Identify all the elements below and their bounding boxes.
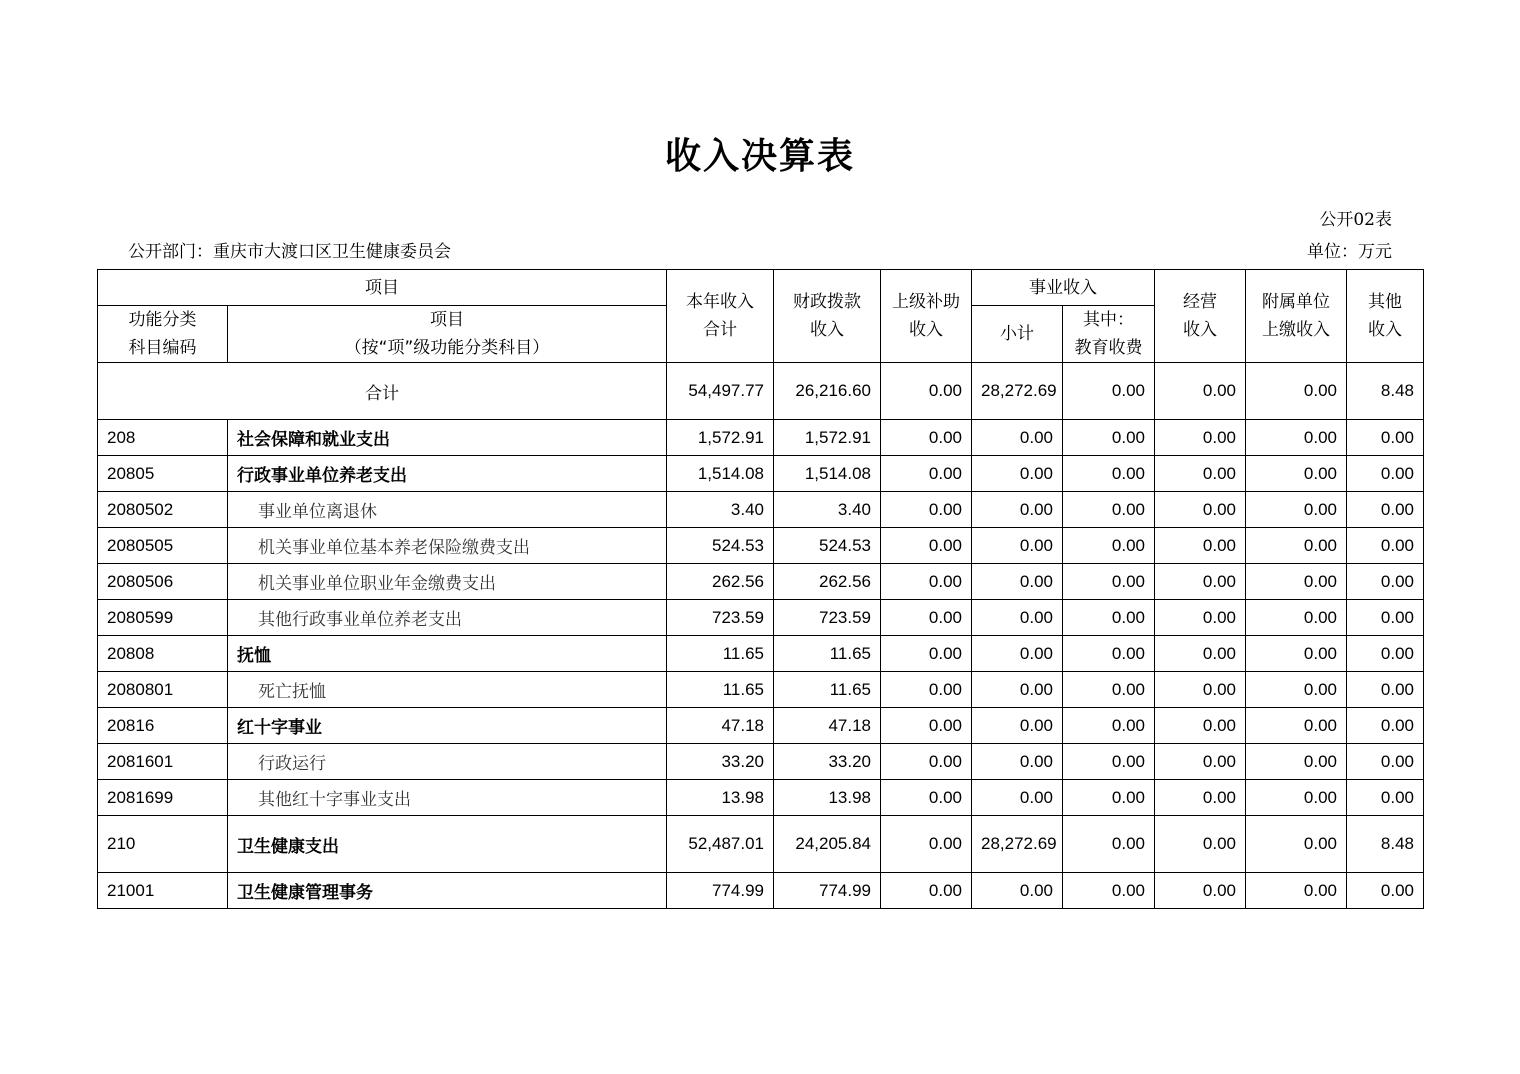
row-value: 8.48 bbox=[1347, 816, 1424, 873]
row-value: 0.00 bbox=[1155, 528, 1246, 564]
table-row bbox=[98, 744, 1424, 780]
header-total bbox=[667, 270, 774, 363]
row-name: 机关事业单位职业年金缴费支出 bbox=[228, 564, 667, 600]
row-value: 0.00 bbox=[972, 456, 1063, 492]
row-value: 24,205.84 bbox=[774, 816, 881, 873]
row-value: 0.00 bbox=[881, 672, 972, 708]
header-operating-line2: 收入 bbox=[1183, 320, 1217, 340]
row-value: 28,272.69 bbox=[972, 816, 1063, 873]
row-value: 1,572.91 bbox=[774, 420, 881, 456]
row-value: 0.00 bbox=[1246, 456, 1347, 492]
header-edu-line1: 其中： bbox=[1083, 310, 1134, 330]
row-value: 11.65 bbox=[774, 672, 881, 708]
row-value: 47.18 bbox=[667, 708, 774, 744]
total-label: 合计 bbox=[98, 363, 667, 420]
row-value: 0.00 bbox=[1347, 456, 1424, 492]
total-value: 54,497.77 bbox=[667, 363, 774, 420]
header-upper bbox=[881, 270, 972, 363]
row-value: 0.00 bbox=[1155, 816, 1246, 873]
header-name-line1: 项目 bbox=[430, 310, 464, 330]
row-name: 机关事业单位基本养老保险缴费支出 bbox=[228, 528, 667, 564]
row-value: 0.00 bbox=[1063, 744, 1155, 780]
row-value: 47.18 bbox=[774, 708, 881, 744]
row-value: 0.00 bbox=[972, 528, 1063, 564]
row-value: 0.00 bbox=[1246, 873, 1347, 909]
header-operating-line1: 经营 bbox=[1183, 292, 1217, 312]
row-value: 0.00 bbox=[1155, 708, 1246, 744]
header-code-line1: 功能分类 bbox=[128, 310, 197, 330]
row-code: 2080599 bbox=[98, 600, 228, 636]
table-row bbox=[98, 780, 1424, 816]
row-value: 0.00 bbox=[972, 636, 1063, 672]
row-value: 0.00 bbox=[1063, 672, 1155, 708]
row-code: 2080506 bbox=[98, 564, 228, 600]
row-value: 0.00 bbox=[1063, 456, 1155, 492]
row-value: 13.98 bbox=[774, 780, 881, 816]
row-value: 0.00 bbox=[1347, 780, 1424, 816]
row-value: 0.00 bbox=[972, 672, 1063, 708]
row-value: 0.00 bbox=[1063, 492, 1155, 528]
row-value: 0.00 bbox=[881, 780, 972, 816]
page-title: 收入决算表 bbox=[664, 135, 855, 177]
row-value: 0.00 bbox=[972, 564, 1063, 600]
header-fiscal bbox=[774, 270, 881, 363]
row-code: 208 bbox=[98, 420, 228, 456]
row-code: 20816 bbox=[98, 708, 228, 744]
row-value: 3.40 bbox=[667, 492, 774, 528]
row-value: 0.00 bbox=[881, 420, 972, 456]
row-value: 0.00 bbox=[881, 744, 972, 780]
table-row bbox=[98, 816, 1424, 873]
row-value: 774.99 bbox=[774, 873, 881, 909]
row-value: 0.00 bbox=[1347, 672, 1424, 708]
row-code: 21001 bbox=[98, 873, 228, 909]
income-table bbox=[97, 269, 1424, 909]
header-other-line2: 收入 bbox=[1368, 320, 1402, 340]
row-value: 0.00 bbox=[881, 564, 972, 600]
row-value: 774.99 bbox=[667, 873, 774, 909]
row-code: 2081601 bbox=[98, 744, 228, 780]
row-value: 0.00 bbox=[972, 600, 1063, 636]
row-name: 抚恤 bbox=[228, 636, 667, 672]
table-row bbox=[98, 636, 1424, 672]
row-name: 事业单位离退休 bbox=[228, 492, 667, 528]
row-value: 0.00 bbox=[1347, 420, 1424, 456]
row-value: 0.00 bbox=[1155, 780, 1246, 816]
row-code: 2081699 bbox=[98, 780, 228, 816]
unit-label: 单位：万元 bbox=[1307, 242, 1392, 262]
row-value: 0.00 bbox=[1347, 708, 1424, 744]
row-value: 524.53 bbox=[774, 528, 881, 564]
table-row bbox=[98, 492, 1424, 528]
row-value: 0.00 bbox=[881, 708, 972, 744]
row-value: 0.00 bbox=[1063, 420, 1155, 456]
row-value: 0.00 bbox=[972, 420, 1063, 456]
row-value: 1,514.08 bbox=[774, 456, 881, 492]
table-row bbox=[98, 600, 1424, 636]
header-code bbox=[98, 306, 228, 363]
row-value: 0.00 bbox=[1347, 564, 1424, 600]
header-total-line1: 本年收入 bbox=[686, 292, 754, 312]
header-affiliated-line1: 附属单位 bbox=[1262, 292, 1330, 312]
row-value: 0.00 bbox=[1063, 636, 1155, 672]
row-value: 0.00 bbox=[1063, 708, 1155, 744]
row-value: 0.00 bbox=[1246, 492, 1347, 528]
row-value: 0.00 bbox=[1246, 636, 1347, 672]
table-row bbox=[98, 672, 1424, 708]
row-value: 0.00 bbox=[1246, 744, 1347, 780]
total-value: 0.00 bbox=[1155, 363, 1246, 420]
row-value: 0.00 bbox=[972, 873, 1063, 909]
row-name: 社会保障和就业支出 bbox=[228, 420, 667, 456]
row-code: 210 bbox=[98, 816, 228, 873]
header-affiliated bbox=[1246, 270, 1347, 363]
row-value: 723.59 bbox=[667, 600, 774, 636]
header-upper-line2: 收入 bbox=[909, 320, 943, 340]
header-operating bbox=[1155, 270, 1246, 363]
department-label: 公开部门：重庆市大渡口区卫生健康委员会 bbox=[128, 242, 451, 262]
row-value: 0.00 bbox=[1246, 708, 1347, 744]
row-value: 0.00 bbox=[1246, 564, 1347, 600]
row-value: 11.65 bbox=[667, 672, 774, 708]
table-row bbox=[98, 708, 1424, 744]
row-value: 13.98 bbox=[667, 780, 774, 816]
row-value: 0.00 bbox=[1155, 420, 1246, 456]
header-fiscal-line1: 财政拨款 bbox=[793, 292, 861, 312]
row-name: 其他红十字事业支出 bbox=[228, 780, 667, 816]
row-value: 33.20 bbox=[667, 744, 774, 780]
header-subtotal: 小计 bbox=[972, 306, 1063, 363]
total-value: 0.00 bbox=[1246, 363, 1347, 420]
total-value: 0.00 bbox=[881, 363, 972, 420]
header-business: 事业收入 bbox=[972, 270, 1155, 306]
row-value: 3.40 bbox=[774, 492, 881, 528]
row-value: 0.00 bbox=[1063, 816, 1155, 873]
row-value: 0.00 bbox=[1347, 744, 1424, 780]
row-value: 0.00 bbox=[1246, 528, 1347, 564]
row-value: 0.00 bbox=[1155, 873, 1246, 909]
header-xiangmu: 项目 bbox=[98, 270, 667, 306]
total-value: 0.00 bbox=[1063, 363, 1155, 420]
row-value: 262.56 bbox=[667, 564, 774, 600]
row-name: 行政事业单位养老支出 bbox=[228, 456, 667, 492]
total-value: 8.48 bbox=[1347, 363, 1424, 420]
header-name-line2: （按“项”级功能分类科目） bbox=[344, 338, 550, 358]
row-value: 0.00 bbox=[1155, 636, 1246, 672]
row-value: 0.00 bbox=[881, 492, 972, 528]
row-value: 0.00 bbox=[1155, 600, 1246, 636]
row-value: 0.00 bbox=[881, 816, 972, 873]
row-value: 0.00 bbox=[881, 636, 972, 672]
row-value: 11.65 bbox=[667, 636, 774, 672]
row-value: 0.00 bbox=[1063, 528, 1155, 564]
row-value: 0.00 bbox=[1347, 600, 1424, 636]
header-total-line2: 合计 bbox=[703, 320, 737, 340]
row-value: 33.20 bbox=[774, 744, 881, 780]
header-name bbox=[228, 306, 667, 363]
row-value: 0.00 bbox=[881, 600, 972, 636]
row-value: 1,514.08 bbox=[667, 456, 774, 492]
row-code: 2080502 bbox=[98, 492, 228, 528]
total-value: 28,272.69 bbox=[972, 363, 1063, 420]
row-value: 0.00 bbox=[972, 708, 1063, 744]
row-value: 0.00 bbox=[1063, 780, 1155, 816]
header-code-line2: 科目编码 bbox=[128, 338, 197, 358]
row-value: 0.00 bbox=[1155, 564, 1246, 600]
row-value: 0.00 bbox=[1063, 600, 1155, 636]
table-row bbox=[98, 420, 1424, 456]
total-row bbox=[98, 363, 1424, 420]
header-upper-line1: 上级补助 bbox=[892, 292, 960, 312]
row-value: 0.00 bbox=[1063, 564, 1155, 600]
row-code: 2080801 bbox=[98, 672, 228, 708]
row-value: 0.00 bbox=[972, 780, 1063, 816]
row-value: 0.00 bbox=[1347, 528, 1424, 564]
row-value: 723.59 bbox=[774, 600, 881, 636]
row-value: 0.00 bbox=[1347, 492, 1424, 528]
header-other-line1: 其他 bbox=[1368, 292, 1402, 312]
header-affiliated-line2: 上缴收入 bbox=[1262, 320, 1330, 340]
row-value: 0.00 bbox=[1347, 873, 1424, 909]
row-value: 0.00 bbox=[1155, 492, 1246, 528]
row-value: 0.00 bbox=[881, 873, 972, 909]
header-edu bbox=[1063, 306, 1155, 363]
row-name: 死亡抚恤 bbox=[228, 672, 667, 708]
row-value: 0.00 bbox=[1246, 816, 1347, 873]
header-fiscal-line2: 收入 bbox=[810, 320, 844, 340]
row-value: 0.00 bbox=[972, 744, 1063, 780]
row-value: 52,487.01 bbox=[667, 816, 774, 873]
row-value: 0.00 bbox=[1155, 744, 1246, 780]
row-value: 0.00 bbox=[972, 492, 1063, 528]
row-value: 11.65 bbox=[774, 636, 881, 672]
table-row bbox=[98, 456, 1424, 492]
row-value: 0.00 bbox=[1246, 780, 1347, 816]
row-code: 20805 bbox=[98, 456, 228, 492]
row-value: 0.00 bbox=[1246, 420, 1347, 456]
row-value: 1,572.91 bbox=[667, 420, 774, 456]
row-code: 20808 bbox=[98, 636, 228, 672]
total-value: 26,216.60 bbox=[774, 363, 881, 420]
row-name: 卫生健康支出 bbox=[228, 816, 667, 873]
row-value: 0.00 bbox=[1063, 873, 1155, 909]
row-name: 行政运行 bbox=[228, 744, 667, 780]
row-value: 0.00 bbox=[1347, 636, 1424, 672]
header-edu-line2: 教育收费 bbox=[1074, 338, 1143, 358]
row-name: 卫生健康管理事务 bbox=[228, 873, 667, 909]
row-value: 524.53 bbox=[667, 528, 774, 564]
row-value: 0.00 bbox=[1246, 600, 1347, 636]
row-value: 0.00 bbox=[881, 528, 972, 564]
row-value: 262.56 bbox=[774, 564, 881, 600]
row-name: 红十字事业 bbox=[228, 708, 667, 744]
row-value: 0.00 bbox=[1246, 672, 1347, 708]
row-value: 0.00 bbox=[1155, 456, 1246, 492]
row-code: 2080505 bbox=[98, 528, 228, 564]
form-number: 公开02表 bbox=[1319, 210, 1392, 230]
table-row bbox=[98, 528, 1424, 564]
header-other bbox=[1347, 270, 1424, 363]
row-name: 其他行政事业单位养老支出 bbox=[228, 600, 667, 636]
table-row bbox=[98, 873, 1424, 909]
table-row bbox=[98, 564, 1424, 600]
row-value: 0.00 bbox=[1155, 672, 1246, 708]
row-value: 0.00 bbox=[881, 456, 972, 492]
